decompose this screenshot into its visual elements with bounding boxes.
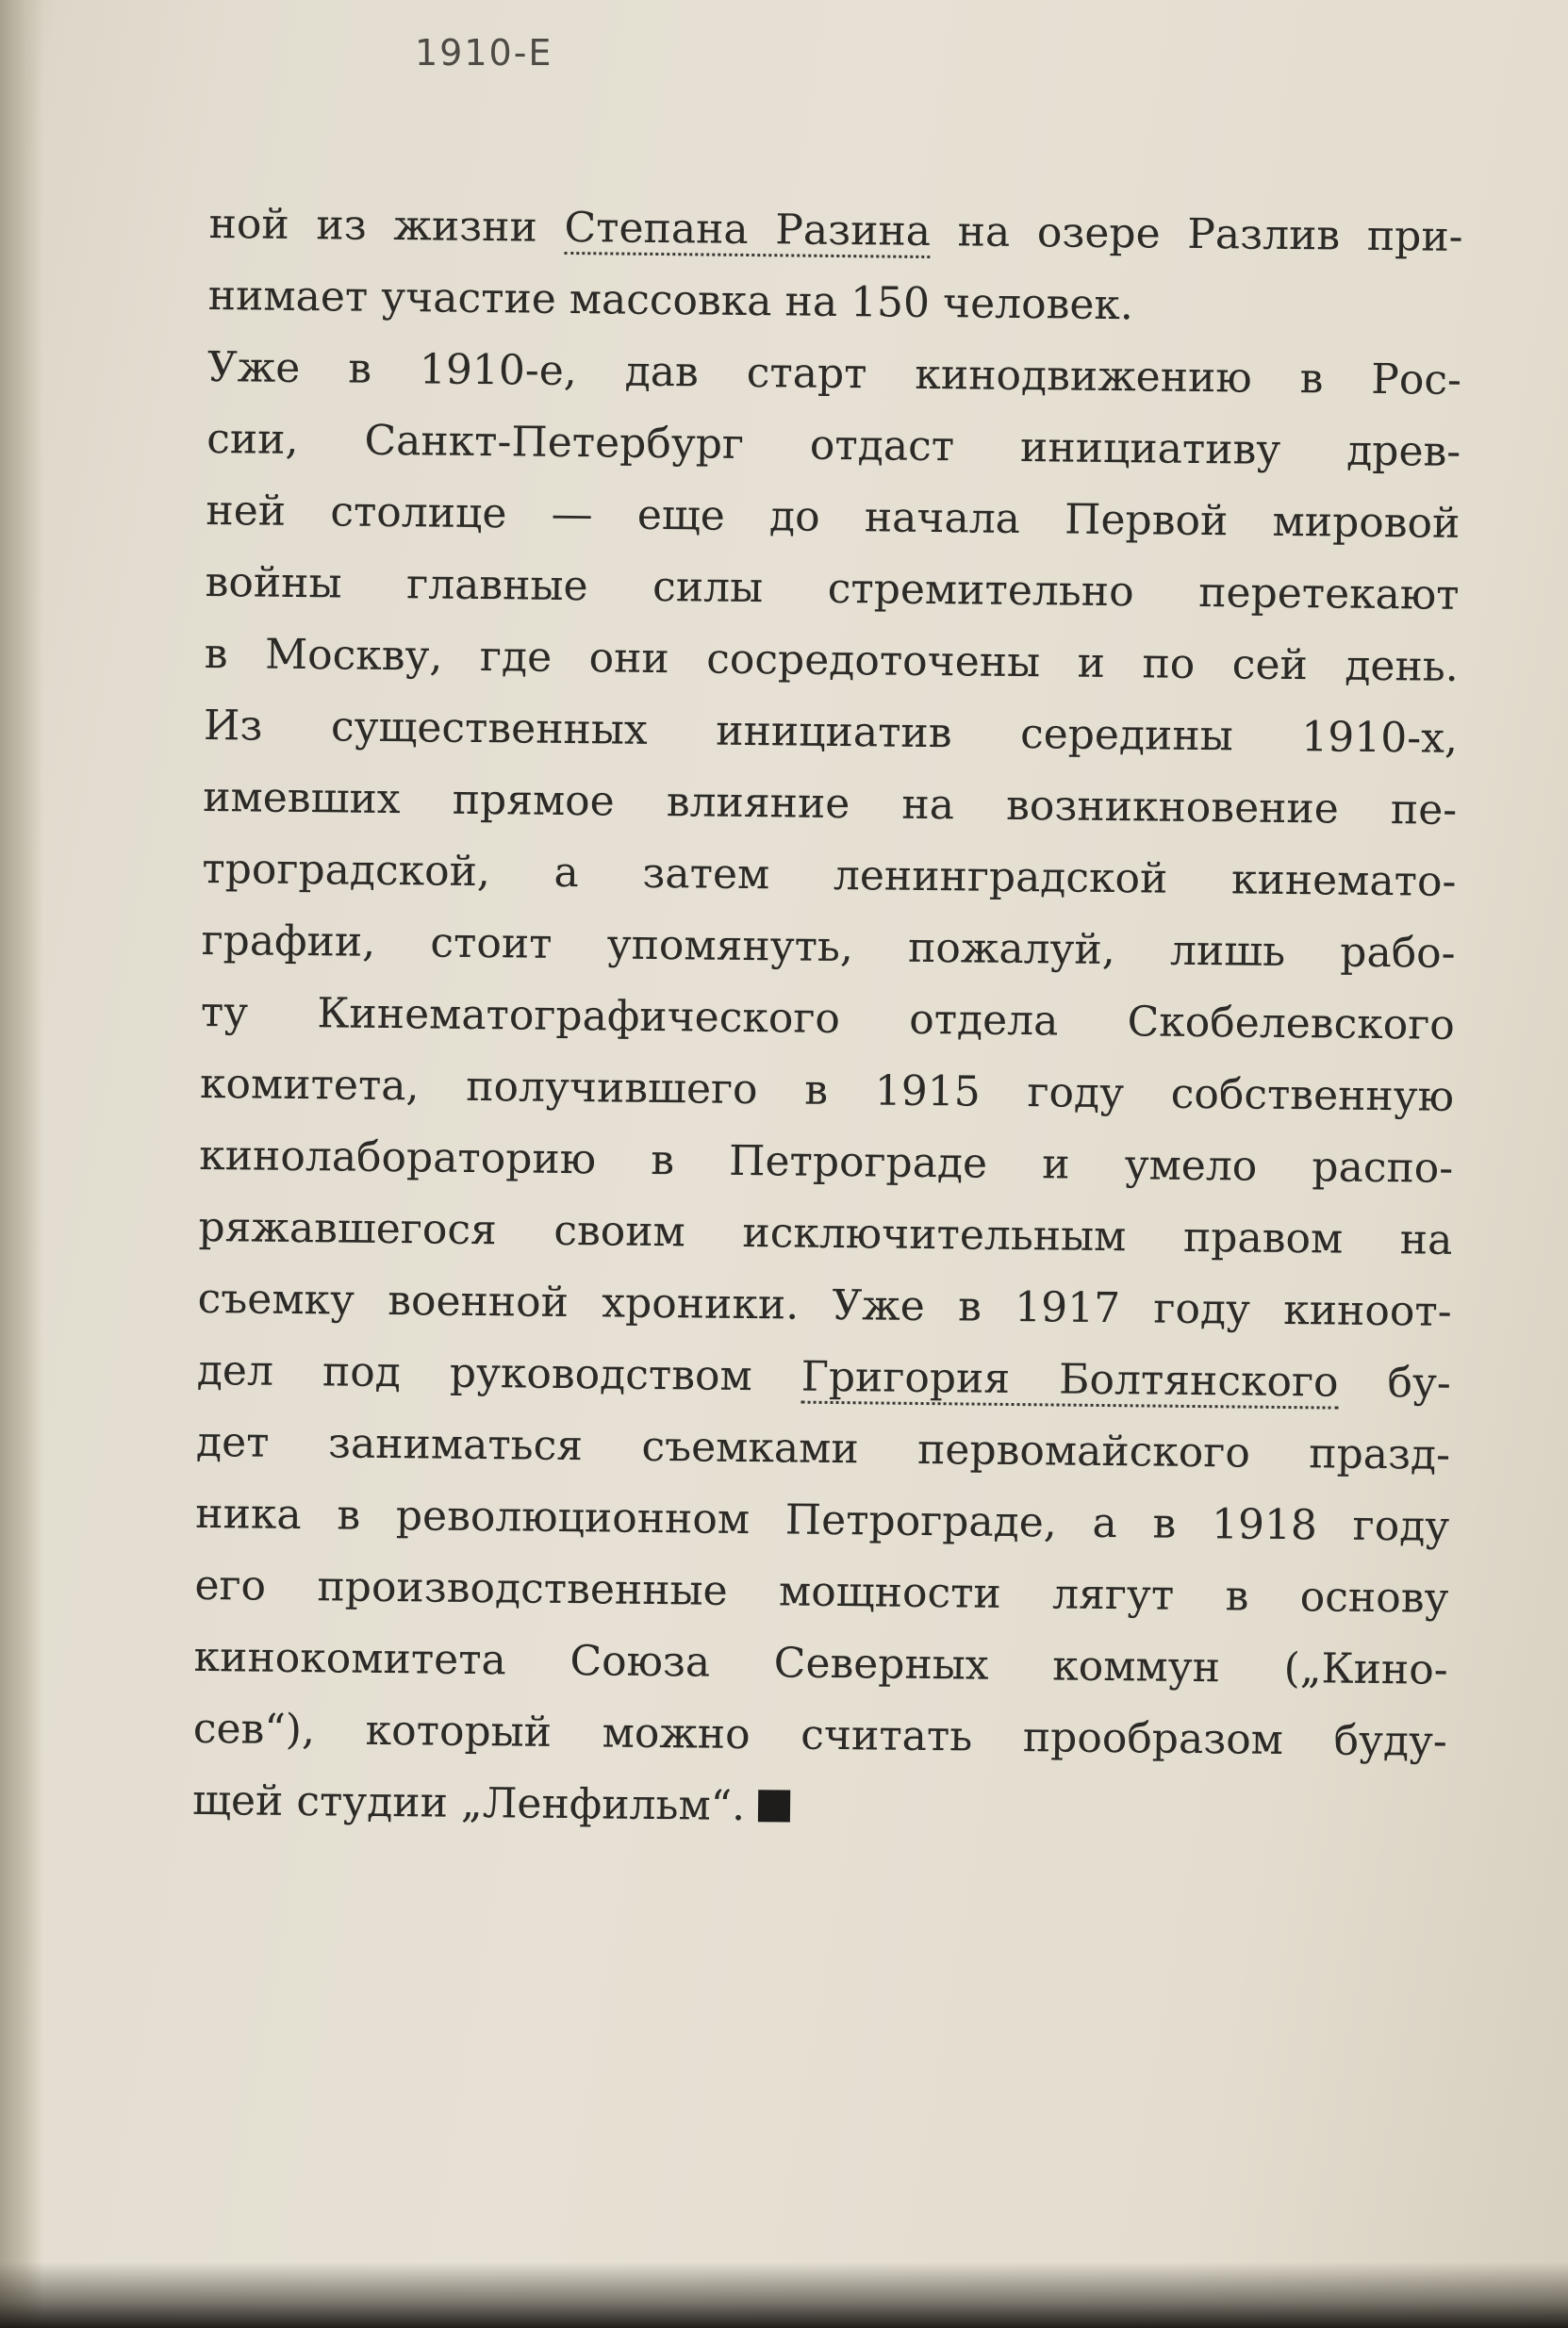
text-run: сев“), который можно считать прообразом буду- (192, 1704, 1448, 1766)
text-run: Уже в 1910-е, дав старт кинодвижению в Рос- (206, 342, 1462, 405)
text-line (208, 189, 1463, 273)
reference-link[interactable]: Григория Болтянского (801, 1353, 1338, 1410)
text-line (205, 547, 1460, 632)
text-run: сии, Санкт-Петербург отдаст инициативу древ- (206, 414, 1461, 476)
text-line (206, 475, 1461, 560)
text-line (200, 977, 1455, 1062)
reference-link[interactable]: Степана Разина (564, 204, 931, 258)
page-gutter-shadow (0, 0, 43, 2328)
text-run: ту Кинематографического отдела Скобелевского (200, 987, 1456, 1049)
text-run: на озере Разлив при- (930, 207, 1463, 261)
text-run: ней столице — еще до начала Первой мировой (206, 486, 1461, 548)
page-bottom-shadow (0, 2262, 1568, 2328)
text-line (206, 404, 1461, 488)
text-run: дет заниматься съемками первомайского празд- (195, 1417, 1451, 1479)
text-line (194, 1550, 1449, 1635)
text-run: имевших прямое влияние на возникновение пе- (202, 772, 1458, 834)
text-line (201, 905, 1456, 990)
text-run: дел под руководством (196, 1346, 802, 1401)
text-run: кинолабораторию в Петрограде и умело распо- (198, 1131, 1454, 1193)
text-run: нимает участие массовка на 150 человек. (207, 271, 1134, 330)
body-text (192, 189, 1463, 1850)
text-line (192, 1765, 1447, 1850)
text-line (200, 1048, 1455, 1133)
text-run: графии, стоит упомянуть, пожалуй, лишь рабо- (201, 916, 1456, 978)
text-run: съемку военной хроники. Уже в 1917 году киноот- (197, 1274, 1452, 1336)
text-run: в Москву, где они сосредоточены и по сей день. (204, 629, 1460, 691)
text-run: троградской, а затем ленинградской кинемато- (202, 844, 1457, 906)
end-of-article-square-icon (758, 1790, 790, 1822)
text-line (207, 332, 1462, 417)
text-line (196, 1335, 1451, 1420)
text-line (199, 1120, 1454, 1205)
text-line (198, 1192, 1453, 1277)
text-run: бу- (1338, 1358, 1452, 1408)
text-line (193, 1622, 1448, 1707)
text-line (203, 762, 1458, 847)
text-line (192, 1693, 1447, 1778)
text-run: щей студии „Ленфильм“. (191, 1775, 746, 1831)
text-line (204, 690, 1459, 775)
text-run: ника в революционном Петрограде, а в 1918 году (195, 1489, 1450, 1551)
text-line (202, 834, 1457, 918)
text-run: Из существенных инициатив середины 1910-х, (203, 701, 1459, 763)
text-run: войны главные силы стремительно перетекают (205, 557, 1460, 619)
text-line (195, 1478, 1450, 1563)
text-run: комитета, получившего в 1915 году собственную (199, 1059, 1455, 1121)
text-run: его производственные мощности лягут в основу (194, 1560, 1449, 1623)
text-run: ной из жизни (208, 199, 565, 252)
text-line (204, 619, 1459, 703)
text-run: кинокомитета Союза Северных коммун („Кино- (193, 1632, 1448, 1694)
running-head: 1910-Е (415, 32, 553, 74)
text-line (196, 1407, 1451, 1492)
text-line (197, 1263, 1452, 1348)
text-run: ряжавшегося своим исключительным правом на (198, 1202, 1453, 1264)
text-line (207, 260, 1462, 345)
